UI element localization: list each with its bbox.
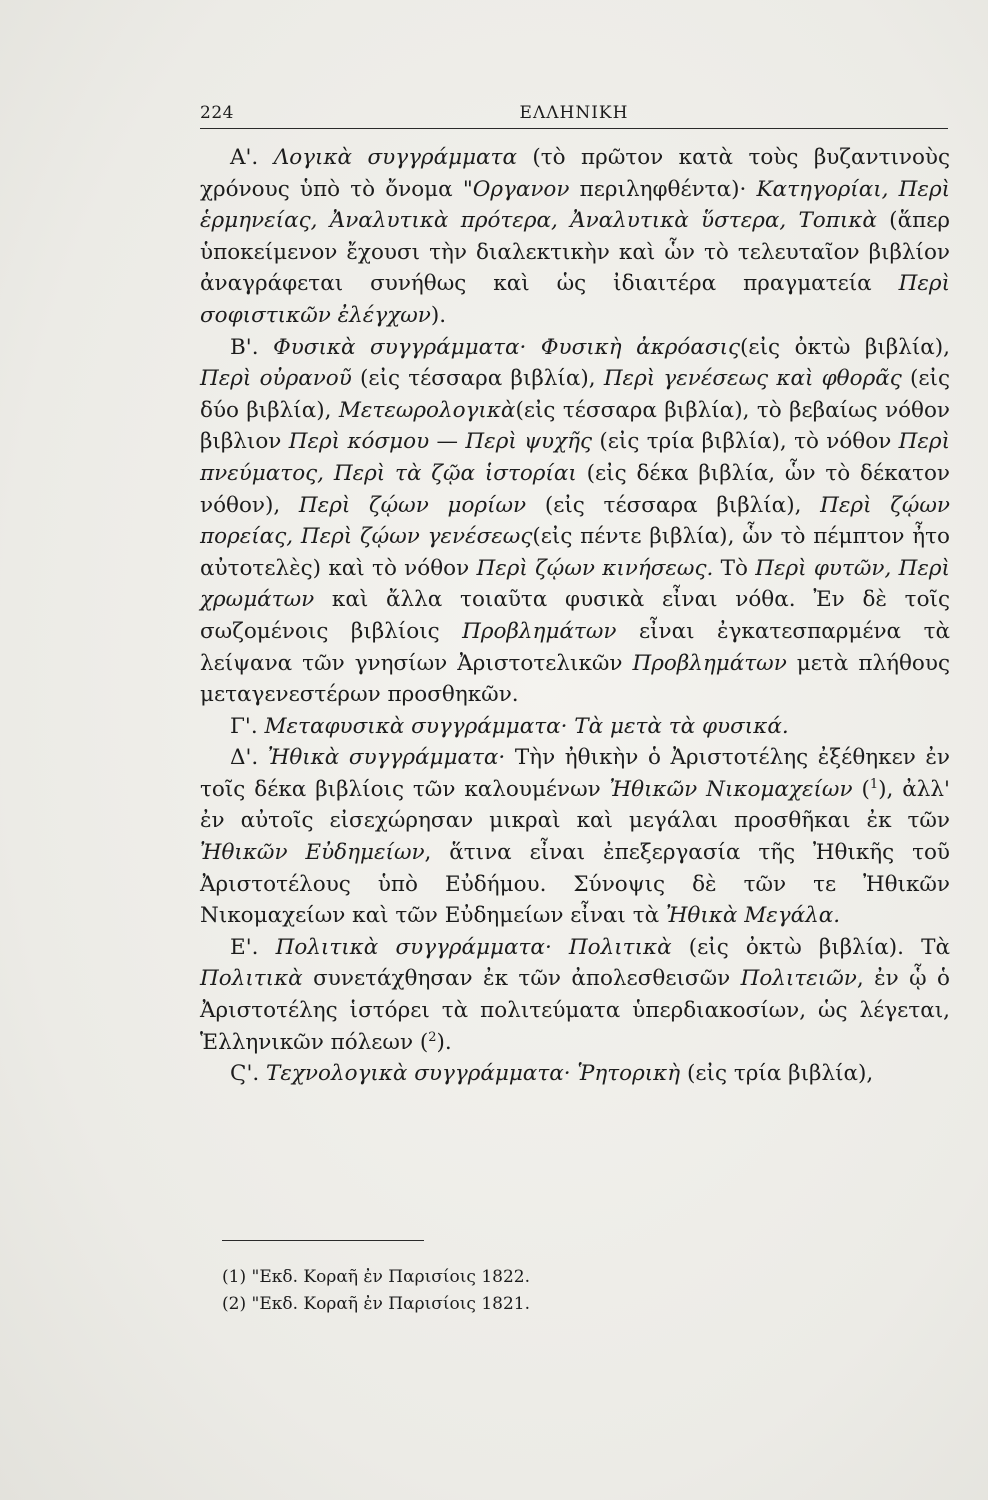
page-header: [200, 103, 948, 129]
italic-text: Περὶ γενέσεως καὶ φθορᾶς: [603, 366, 902, 392]
footnote-marker: 1: [228, 1267, 240, 1287]
paragraph: [200, 932, 950, 1058]
footnote: (2) "Εκδ. Κοραῆ ἐν Παρισίοις 1821.: [222, 1294, 530, 1314]
italic-text: Πολιτειῶν: [740, 966, 857, 992]
paragraph: [200, 711, 950, 743]
text-run: περιληφθέντα)·: [569, 176, 757, 202]
italic-text: Περὶ πνεύματος, Περὶ τὰ ζῷα ἱστορίαι: [200, 429, 950, 486]
italic-text: Ἠθικῶν Νικομαχείων: [609, 776, 853, 802]
text-run: εἶναι ἐγκατεσπαρμένα τὰ λείψανα τῶν γνησίων Ἀριστοτελικῶν: [200, 618, 950, 676]
italic-text: Περὶ σοφιστικῶν ἐλέγχων: [200, 271, 950, 328]
italic-text: Ἠθικὰ Μεγάλα.: [665, 903, 841, 929]
italic-text: Προβλημάτων: [632, 650, 787, 676]
text-run: Τὸ: [713, 555, 756, 581]
italic-text: Λογικὰ συγγράμματα: [273, 145, 517, 170]
italic-text: Περὶ οὐρανοῦ: [200, 366, 352, 392]
text-run: (εἰς τέσσαρα βιβλία),: [526, 492, 821, 518]
text-run: (εἰς ὀκτὼ βιβλία). Τὰ: [671, 934, 950, 960]
footnote-text: "Εκδ. Κοραῆ ἐν Παρισίοις 1821.: [251, 1294, 530, 1314]
text-run: (εἰς πέντε βιβλία), ὧν τὸ πέμπτον ἦτο αὐτοτελὲς) καὶ τὸ νόθον: [200, 524, 950, 581]
page-number: 224: [200, 103, 234, 123]
italic-text: Πολιτικὰ συγγράμματα· Πολιτικὰ: [275, 934, 672, 960]
text-run: (εἰς δύο βιβλία),: [200, 366, 950, 423]
italic-text: Φυσικὰ συγγράμματα· Φυσικὴ ἀκρόασις: [273, 334, 741, 360]
paragraph: [200, 1058, 950, 1090]
text-run: (: [852, 776, 870, 802]
text-run: (εἰς τέσσαρα βιβλία),: [351, 366, 604, 392]
italic-text: Περὶ κόσμου: [288, 429, 430, 455]
italic-text: Μεταφυσικὰ συγγράμματα· Τὰ μετὰ τὰ φυσικά.: [264, 713, 789, 739]
italic-text: Περὶ ζῴων πορείας, Περὶ ζῴων γενέσεως: [200, 492, 951, 550]
body-text: [200, 142, 950, 1090]
paragraph: [200, 742, 950, 932]
header-rule: [200, 128, 948, 129]
text-run: ), ἀλλ' ἐν αὐτοῖς εἰσεχώρησαν μικραὶ καὶ μεγάλαι προσθῆκαι ἐκ τῶν: [200, 776, 950, 834]
italic-text: Ἠθικὰ συγγράμματα·: [267, 745, 506, 771]
text-run: —: [429, 429, 466, 455]
italic-text: Περὶ ζῴων μορίων: [298, 492, 527, 518]
italic-text: "Οργανον: [462, 176, 570, 202]
italic-text: Κατηγορίαι, Περὶ ἑρμηνείας, Ἀναλυτικὰ πρότερα, Ἀναλυτικὰ ὕστερα, Τοπικὰ: [200, 176, 951, 234]
text-run: (εἰς δέκα βιβλία, ὧν τὸ δέκατον νόθον),: [200, 460, 950, 518]
text-run: Ε'.: [230, 934, 276, 960]
text-run: καὶ ἄλλα τοιαῦτα φυσικὰ εἶναι νόθα. Ἐν δὲ τοῖς σωζομένοις βιβλίοις: [200, 587, 950, 644]
text-run: (ἅπερ ὑποκείμενον ἔχουσι τὴν διαλεκτικὴν καὶ ὧν τὸ τελευταῖον βιβλίον ἀναγράφεται συνήθως καὶ ὡς ἰδιαιτέρα πραγματεία: [200, 208, 950, 297]
footnote-ref: 1: [869, 776, 879, 792]
text-run: συνετάχθησαν ἐκ τῶν ἀπολεσθεισῶν: [302, 966, 741, 992]
text-run: Β'.: [230, 334, 274, 360]
italic-text: Τεχνολογικὰ συγγράμματα· Ῥητορικὴ: [266, 1061, 681, 1087]
text-run: (τὸ πρῶτον κατὰ τοὺς βυζαντινοὺς χρόνους ὑπὸ τὸ ὄνομα: [200, 145, 951, 202]
paragraph: [200, 142, 950, 332]
text-run: ).: [436, 1029, 452, 1055]
footnote-marker: 2: [228, 1294, 240, 1314]
italic-text: Πολιτικὰ: [200, 966, 303, 992]
footnotes: [222, 1264, 822, 1318]
text-run: μετὰ πλήθους μεταγενεστέρων προσθηκῶν.: [200, 650, 950, 708]
footnote: (1) "Εκδ. Κοραῆ ἐν Παρισίοις 1822.: [222, 1267, 530, 1287]
text-run: Α'.: [230, 145, 274, 170]
footnote-rule: [222, 1240, 424, 1241]
text-run: Τὴν ἠθικὴν ὁ Ἀριστοτέλης ἐξέθηκεν ἐν τοῖς δέκα βιβλίοις τῶν καλουμένων: [200, 745, 950, 802]
italic-text: Ἠθικῶν Εὐδημείων: [200, 840, 425, 866]
text-run: , ἐν ᾧ ὁ Ἀριστοτέλης ἱστόρει τὰ πολιτεύματα ὑπερδιακοσίων, ὡς λέγεται, Ἑλληνικῶν πόλεων (: [200, 966, 950, 1055]
text-run: (εἰς τέσσαρα βιβλία), τὸ βεβαίως νόθον βιβλιον: [200, 397, 950, 455]
text-run: (εἰς ὀκτὼ βιβλία),: [740, 334, 950, 360]
italic-text: Περὶ φυτῶν, Περὶ χρωμάτων: [200, 555, 950, 613]
text-run: ).: [430, 302, 447, 328]
paragraph: [200, 332, 950, 711]
footnote-text: "Εκδ. Κοραῆ ἐν Παρισίοις 1822.: [251, 1267, 530, 1287]
text-run: Ϛ'.: [230, 1061, 267, 1087]
footnote-ref: 2: [428, 1029, 437, 1045]
text-run: (εἰς τρία βιβλία), τὸ νόθον: [592, 429, 899, 455]
text-run: , ἅτινα εἶναι ἐπεξεργασία τῆς Ἠθικῆς τοῦ Ἀριστοτέλους ὑπὸ Εὐδήμου. Σύνοψις δὲ τῶν τε Ἠθικῶν Νικομαχείων καὶ τῶν Εὐδημείων εἶναι τὰ: [200, 840, 950, 929]
italic-text: Μετεωρολογικὰ: [338, 397, 516, 423]
italic-text: Περὶ ψυχῆς: [465, 429, 593, 455]
running-head: ΕΛΛΗΝΙΚΗ: [519, 103, 629, 123]
italic-text: Περὶ ζῴων κινήσεως.: [476, 555, 714, 581]
text-run: (εἰς τρία βιβλία),: [680, 1061, 874, 1087]
text-run: Γ'.: [230, 713, 265, 739]
text-run: Δ'.: [230, 745, 268, 771]
italic-text: Προβλημάτων: [462, 618, 617, 644]
